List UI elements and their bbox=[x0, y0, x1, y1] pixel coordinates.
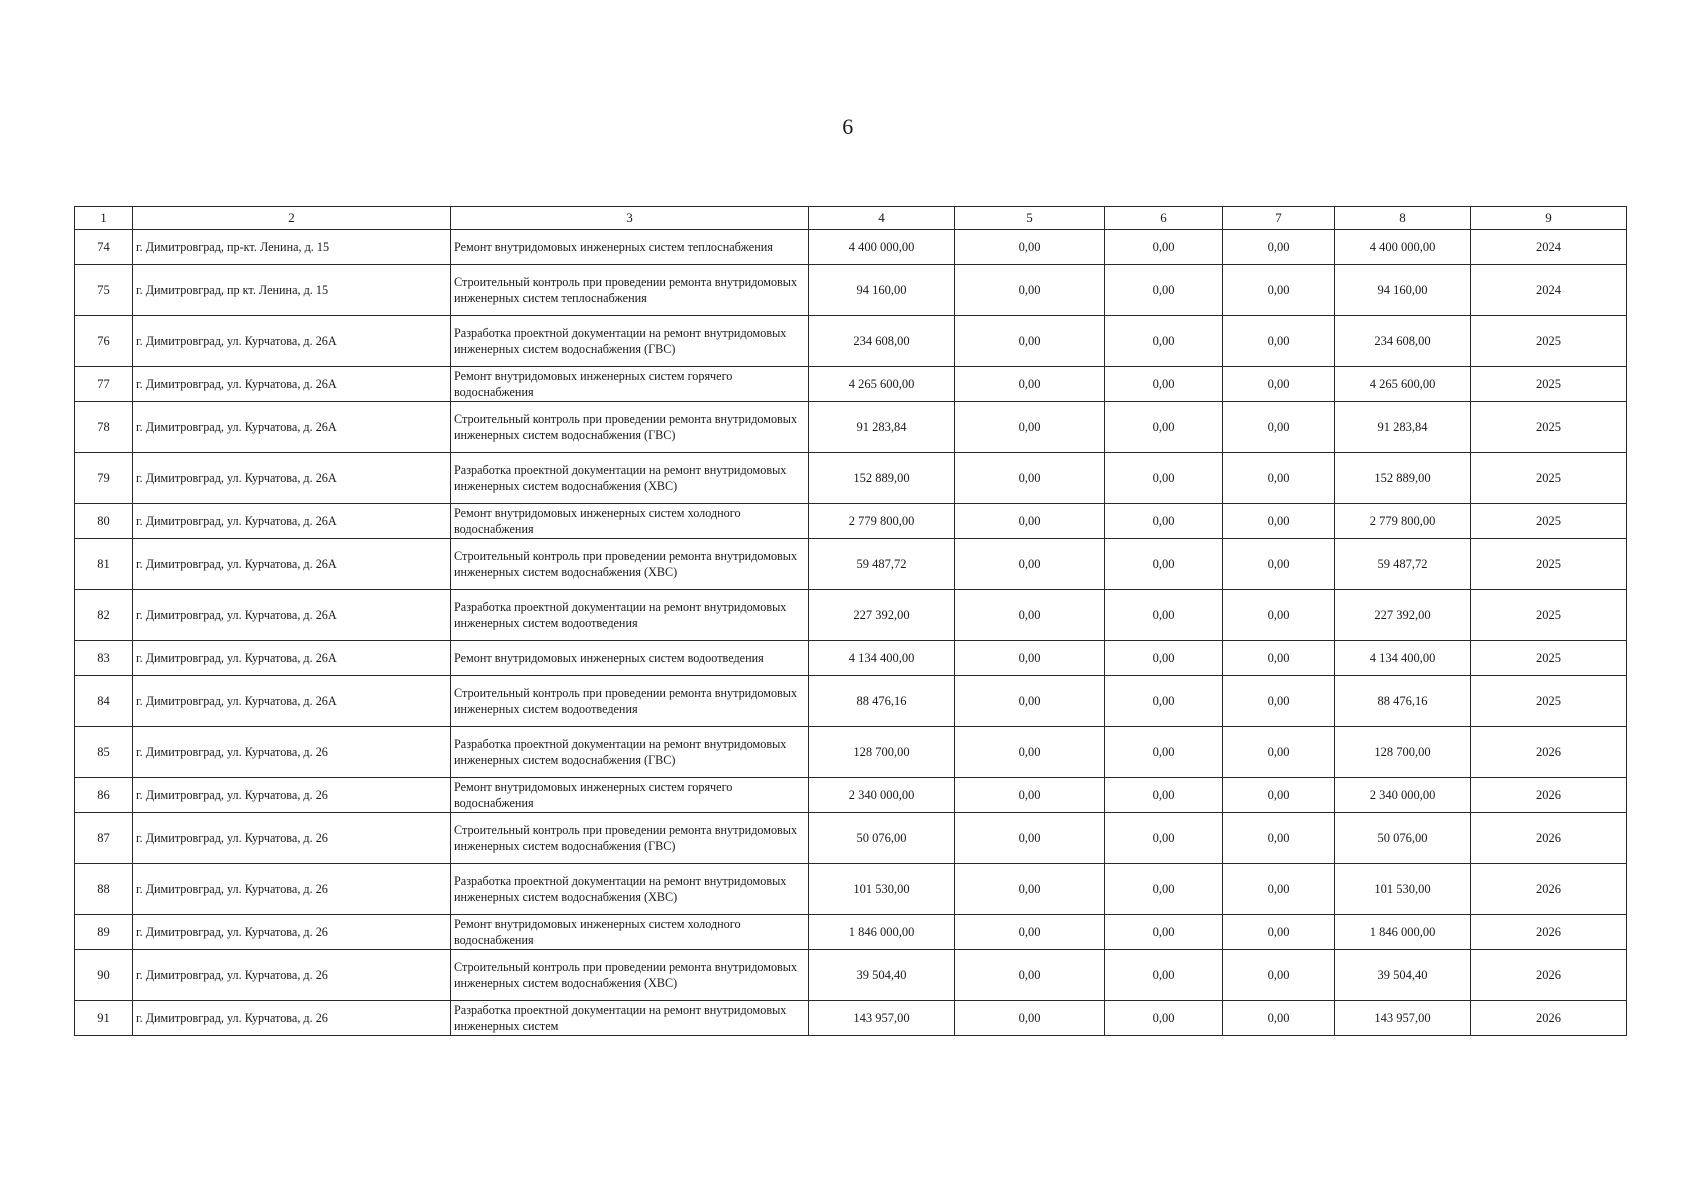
cost-total-cell: 234 608,00 bbox=[809, 316, 955, 367]
work-description-cell: Разработка проектной документации на ремонт внутридомовых инженерных систем водоотведения bbox=[451, 590, 809, 641]
cost-total-cell: 39 504,40 bbox=[809, 950, 955, 1001]
cost-col-7-cell: 0,00 bbox=[1223, 590, 1335, 641]
cost-col-6-cell: 0,00 bbox=[1105, 727, 1223, 778]
row-number-cell: 89 bbox=[75, 915, 133, 950]
cost-col-5-cell: 0,00 bbox=[955, 367, 1105, 402]
cost-col-7-cell: 0,00 bbox=[1223, 402, 1335, 453]
address-cell: г. Димитровград, ул. Курчатова, д. 26А bbox=[133, 316, 451, 367]
page-number: 6 bbox=[842, 114, 854, 139]
cost-col-7-cell: 0,00 bbox=[1223, 813, 1335, 864]
cost-col-5-cell: 0,00 bbox=[955, 316, 1105, 367]
address-cell: г. Димитровград, ул. Курчатова, д. 26 bbox=[133, 915, 451, 950]
cost-col-6-cell: 0,00 bbox=[1105, 453, 1223, 504]
cost-col-8-cell: 152 889,00 bbox=[1335, 453, 1471, 504]
cost-col-6-cell: 0,00 bbox=[1105, 950, 1223, 1001]
cost-col-8-cell: 2 779 800,00 bbox=[1335, 504, 1471, 539]
cost-col-6-cell: 0,00 bbox=[1105, 676, 1223, 727]
cost-col-7-cell: 0,00 bbox=[1223, 316, 1335, 367]
work-description-cell: Строительный контроль при проведении ремонта внутридомовых инженерных систем водоснабжения (ХВС) bbox=[451, 950, 809, 1001]
address-cell: г. Димитровград, ул. Курчатова, д. 26А bbox=[133, 676, 451, 727]
cost-col-8-cell: 101 530,00 bbox=[1335, 864, 1471, 915]
cost-col-8-cell: 234 608,00 bbox=[1335, 316, 1471, 367]
cost-col-5-cell: 0,00 bbox=[955, 265, 1105, 316]
cost-col-6-cell: 0,00 bbox=[1105, 813, 1223, 864]
cost-col-6-cell: 0,00 bbox=[1105, 402, 1223, 453]
cost-col-7-cell: 0,00 bbox=[1223, 778, 1335, 813]
work-description-cell: Строительный контроль при проведении ремонта внутридомовых инженерных систем водоотведения bbox=[451, 676, 809, 727]
header-row bbox=[75, 207, 1627, 230]
cost-total-cell: 128 700,00 bbox=[809, 727, 955, 778]
cost-col-7-cell: 0,00 bbox=[1223, 915, 1335, 950]
row-number-cell: 88 bbox=[75, 864, 133, 915]
table-row bbox=[75, 813, 1627, 864]
cost-col-8-cell: 39 504,40 bbox=[1335, 950, 1471, 1001]
cost-col-5-cell: 0,00 bbox=[955, 590, 1105, 641]
year-cell: 2026 bbox=[1471, 727, 1627, 778]
cost-col-6-cell: 0,00 bbox=[1105, 864, 1223, 915]
work-description-cell: Ремонт внутридомовых инженерных систем водоотведения bbox=[451, 641, 809, 676]
cost-col-5-cell: 0,00 bbox=[955, 453, 1105, 504]
cost-col-5-cell: 0,00 bbox=[955, 504, 1105, 539]
work-description-cell: Ремонт внутридомовых инженерных систем теплоснабжения bbox=[451, 230, 809, 265]
work-description-cell: Ремонт внутридомовых инженерных систем горячего водоснабжения bbox=[451, 367, 809, 402]
cost-total-cell: 50 076,00 bbox=[809, 813, 955, 864]
cost-col-8-cell: 143 957,00 bbox=[1335, 1001, 1471, 1036]
table-row bbox=[75, 590, 1627, 641]
table-header bbox=[75, 207, 1627, 230]
row-number-cell: 76 bbox=[75, 316, 133, 367]
header-col-8: 8 bbox=[1335, 207, 1471, 230]
cost-col-8-cell: 59 487,72 bbox=[1335, 539, 1471, 590]
year-cell: 2026 bbox=[1471, 1001, 1627, 1036]
cost-col-7-cell: 0,00 bbox=[1223, 367, 1335, 402]
cost-col-7-cell: 0,00 bbox=[1223, 676, 1335, 727]
header-col-9: 9 bbox=[1471, 207, 1627, 230]
year-cell: 2025 bbox=[1471, 453, 1627, 504]
repair-plan-table-wrapper bbox=[74, 206, 1626, 1036]
cost-col-8-cell: 50 076,00 bbox=[1335, 813, 1471, 864]
year-cell: 2026 bbox=[1471, 915, 1627, 950]
cost-col-6-cell: 0,00 bbox=[1105, 539, 1223, 590]
work-description-cell: Строительный контроль при проведении ремонта внутридомовых инженерных систем теплоснабжения bbox=[451, 265, 809, 316]
address-cell: г. Димитровград, ул. Курчатова, д. 26А bbox=[133, 539, 451, 590]
cost-total-cell: 94 160,00 bbox=[809, 265, 955, 316]
cost-col-7-cell: 0,00 bbox=[1223, 864, 1335, 915]
cost-col-5-cell: 0,00 bbox=[955, 727, 1105, 778]
work-description-cell: Ремонт внутридомовых инженерных систем холодного водоснабжения bbox=[451, 915, 809, 950]
cost-col-6-cell: 0,00 bbox=[1105, 778, 1223, 813]
cost-col-6-cell: 0,00 bbox=[1105, 316, 1223, 367]
cost-col-5-cell: 0,00 bbox=[955, 1001, 1105, 1036]
row-number-cell: 77 bbox=[75, 367, 133, 402]
work-description-cell: Ремонт внутридомовых инженерных систем холодного водоснабжения bbox=[451, 504, 809, 539]
year-cell: 2026 bbox=[1471, 864, 1627, 915]
year-cell: 2025 bbox=[1471, 641, 1627, 676]
year-cell: 2026 bbox=[1471, 813, 1627, 864]
cost-col-5-cell: 0,00 bbox=[955, 950, 1105, 1001]
cost-col-8-cell: 227 392,00 bbox=[1335, 590, 1471, 641]
cost-col-6-cell: 0,00 bbox=[1105, 915, 1223, 950]
year-cell: 2025 bbox=[1471, 504, 1627, 539]
cost-total-cell: 2 340 000,00 bbox=[809, 778, 955, 813]
table-row bbox=[75, 539, 1627, 590]
cost-total-cell: 91 283,84 bbox=[809, 402, 955, 453]
year-cell: 2026 bbox=[1471, 950, 1627, 1001]
repair-plan-table bbox=[74, 206, 1627, 1036]
table-row bbox=[75, 727, 1627, 778]
table-row bbox=[75, 453, 1627, 504]
year-cell: 2025 bbox=[1471, 367, 1627, 402]
cost-total-cell: 4 265 600,00 bbox=[809, 367, 955, 402]
cost-col-7-cell: 0,00 bbox=[1223, 950, 1335, 1001]
cost-col-5-cell: 0,00 bbox=[955, 641, 1105, 676]
cost-col-8-cell: 128 700,00 bbox=[1335, 727, 1471, 778]
year-cell: 2025 bbox=[1471, 590, 1627, 641]
cost-col-6-cell: 0,00 bbox=[1105, 590, 1223, 641]
cost-col-8-cell: 4 134 400,00 bbox=[1335, 641, 1471, 676]
header-col-1: 1 bbox=[75, 207, 133, 230]
year-cell: 2025 bbox=[1471, 539, 1627, 590]
cost-total-cell: 88 476,16 bbox=[809, 676, 955, 727]
cost-col-8-cell: 2 340 000,00 bbox=[1335, 778, 1471, 813]
cost-col-7-cell: 0,00 bbox=[1223, 641, 1335, 676]
cost-col-7-cell: 0,00 bbox=[1223, 727, 1335, 778]
header-col-2: 2 bbox=[133, 207, 451, 230]
cost-col-6-cell: 0,00 bbox=[1105, 504, 1223, 539]
header-col-4: 4 bbox=[809, 207, 955, 230]
cost-total-cell: 4 400 000,00 bbox=[809, 230, 955, 265]
work-description-cell: Разработка проектной документации на ремонт внутридомовых инженерных систем bbox=[451, 1001, 809, 1036]
cost-col-5-cell: 0,00 bbox=[955, 778, 1105, 813]
work-description-cell: Разработка проектной документации на ремонт внутридомовых инженерных систем водоснабжения (ГВС) bbox=[451, 316, 809, 367]
cost-col-6-cell: 0,00 bbox=[1105, 641, 1223, 676]
cost-total-cell: 227 392,00 bbox=[809, 590, 955, 641]
table-row bbox=[75, 641, 1627, 676]
cost-col-6-cell: 0,00 bbox=[1105, 1001, 1223, 1036]
row-number-cell: 74 bbox=[75, 230, 133, 265]
work-description-cell: Строительный контроль при проведении ремонта внутридомовых инженерных систем водоснабжения (ХВС) bbox=[451, 539, 809, 590]
address-cell: г. Димитровград, ул. Курчатова, д. 26А bbox=[133, 590, 451, 641]
cost-col-5-cell: 0,00 bbox=[955, 230, 1105, 265]
work-description-cell: Разработка проектной документации на ремонт внутридомовых инженерных систем водоснабжения (ХВС) bbox=[451, 453, 809, 504]
header-col-5: 5 bbox=[955, 207, 1105, 230]
address-cell: г. Димитровград, ул. Курчатова, д. 26А bbox=[133, 367, 451, 402]
table-row bbox=[75, 950, 1627, 1001]
work-description-cell: Разработка проектной документации на ремонт внутридомовых инженерных систем водоснабжения (ХВС) bbox=[451, 864, 809, 915]
address-cell: г. Димитровград, ул. Курчатова, д. 26 bbox=[133, 864, 451, 915]
cost-col-5-cell: 0,00 bbox=[955, 915, 1105, 950]
cost-col-6-cell: 0,00 bbox=[1105, 230, 1223, 265]
cost-col-8-cell: 94 160,00 bbox=[1335, 265, 1471, 316]
address-cell: г. Димитровград, ул. Курчатова, д. 26 bbox=[133, 778, 451, 813]
work-description-cell: Разработка проектной документации на ремонт внутридомовых инженерных систем водоснабжения (ГВС) bbox=[451, 727, 809, 778]
table-row bbox=[75, 265, 1627, 316]
table-row bbox=[75, 778, 1627, 813]
header-col-7: 7 bbox=[1223, 207, 1335, 230]
cost-total-cell: 2 779 800,00 bbox=[809, 504, 955, 539]
header-col-6: 6 bbox=[1105, 207, 1223, 230]
address-cell: г. Димитровград, ул. Курчатова, д. 26 bbox=[133, 813, 451, 864]
row-number-cell: 84 bbox=[75, 676, 133, 727]
header-col-3: 3 bbox=[451, 207, 809, 230]
row-number-cell: 91 bbox=[75, 1001, 133, 1036]
cost-col-7-cell: 0,00 bbox=[1223, 1001, 1335, 1036]
row-number-cell: 78 bbox=[75, 402, 133, 453]
cost-total-cell: 152 889,00 bbox=[809, 453, 955, 504]
cost-total-cell: 4 134 400,00 bbox=[809, 641, 955, 676]
cost-col-8-cell: 4 400 000,00 bbox=[1335, 230, 1471, 265]
cost-col-7-cell: 0,00 bbox=[1223, 539, 1335, 590]
table-row bbox=[75, 504, 1627, 539]
cost-col-7-cell: 0,00 bbox=[1223, 230, 1335, 265]
cost-col-5-cell: 0,00 bbox=[955, 402, 1105, 453]
row-number-cell: 80 bbox=[75, 504, 133, 539]
address-cell: г. Димитровград, ул. Курчатова, д. 26А bbox=[133, 504, 451, 539]
cost-col-6-cell: 0,00 bbox=[1105, 265, 1223, 316]
table-row bbox=[75, 316, 1627, 367]
work-description-cell: Строительный контроль при проведении ремонта внутридомовых инженерных систем водоснабжения (ГВС) bbox=[451, 402, 809, 453]
cost-col-7-cell: 0,00 bbox=[1223, 453, 1335, 504]
table-row bbox=[75, 864, 1627, 915]
row-number-cell: 82 bbox=[75, 590, 133, 641]
cost-col-7-cell: 0,00 bbox=[1223, 504, 1335, 539]
cost-total-cell: 101 530,00 bbox=[809, 864, 955, 915]
row-number-cell: 81 bbox=[75, 539, 133, 590]
row-number-cell: 86 bbox=[75, 778, 133, 813]
cost-col-8-cell: 91 283,84 bbox=[1335, 402, 1471, 453]
year-cell: 2024 bbox=[1471, 265, 1627, 316]
year-cell: 2025 bbox=[1471, 402, 1627, 453]
table-row bbox=[75, 402, 1627, 453]
address-cell: г. Димитровград, пр-кт. Ленина, д. 15 bbox=[133, 230, 451, 265]
row-number-cell: 87 bbox=[75, 813, 133, 864]
work-description-cell: Строительный контроль при проведении ремонта внутридомовых инженерных систем водоснабжения (ГВС) bbox=[451, 813, 809, 864]
table-row bbox=[75, 230, 1627, 265]
address-cell: г. Димитровград, ул. Курчатова, д. 26 bbox=[133, 727, 451, 778]
year-cell: 2026 bbox=[1471, 778, 1627, 813]
table-row bbox=[75, 367, 1627, 402]
cost-col-6-cell: 0,00 bbox=[1105, 367, 1223, 402]
cost-col-8-cell: 4 265 600,00 bbox=[1335, 367, 1471, 402]
cost-col-5-cell: 0,00 bbox=[955, 864, 1105, 915]
address-cell: г. Димитровград, ул. Курчатова, д. 26 bbox=[133, 1001, 451, 1036]
cost-col-5-cell: 0,00 bbox=[955, 813, 1105, 864]
table-row bbox=[75, 915, 1627, 950]
cost-col-8-cell: 88 476,16 bbox=[1335, 676, 1471, 727]
cost-total-cell: 143 957,00 bbox=[809, 1001, 955, 1036]
cost-col-5-cell: 0,00 bbox=[955, 676, 1105, 727]
year-cell: 2025 bbox=[1471, 676, 1627, 727]
table-body bbox=[75, 230, 1627, 1036]
year-cell: 2024 bbox=[1471, 230, 1627, 265]
cost-col-8-cell: 1 846 000,00 bbox=[1335, 915, 1471, 950]
address-cell: г. Димитровград, ул. Курчатова, д. 26А bbox=[133, 402, 451, 453]
work-description-cell: Ремонт внутридомовых инженерных систем горячего водоснабжения bbox=[451, 778, 809, 813]
address-cell: г. Димитровград, пр кт. Ленина, д. 15 bbox=[133, 265, 451, 316]
row-number-cell: 83 bbox=[75, 641, 133, 676]
row-number-cell: 85 bbox=[75, 727, 133, 778]
cost-col-7-cell: 0,00 bbox=[1223, 265, 1335, 316]
address-cell: г. Димитровград, ул. Курчатова, д. 26А bbox=[133, 641, 451, 676]
table-row bbox=[75, 1001, 1627, 1036]
cost-total-cell: 1 846 000,00 bbox=[809, 915, 955, 950]
row-number-cell: 75 bbox=[75, 265, 133, 316]
address-cell: г. Димитровград, ул. Курчатова, д. 26 bbox=[133, 950, 451, 1001]
row-number-cell: 90 bbox=[75, 950, 133, 1001]
address-cell: г. Димитровград, ул. Курчатова, д. 26А bbox=[133, 453, 451, 504]
table-row bbox=[75, 676, 1627, 727]
cost-col-5-cell: 0,00 bbox=[955, 539, 1105, 590]
year-cell: 2025 bbox=[1471, 316, 1627, 367]
cost-total-cell: 59 487,72 bbox=[809, 539, 955, 590]
row-number-cell: 79 bbox=[75, 453, 133, 504]
